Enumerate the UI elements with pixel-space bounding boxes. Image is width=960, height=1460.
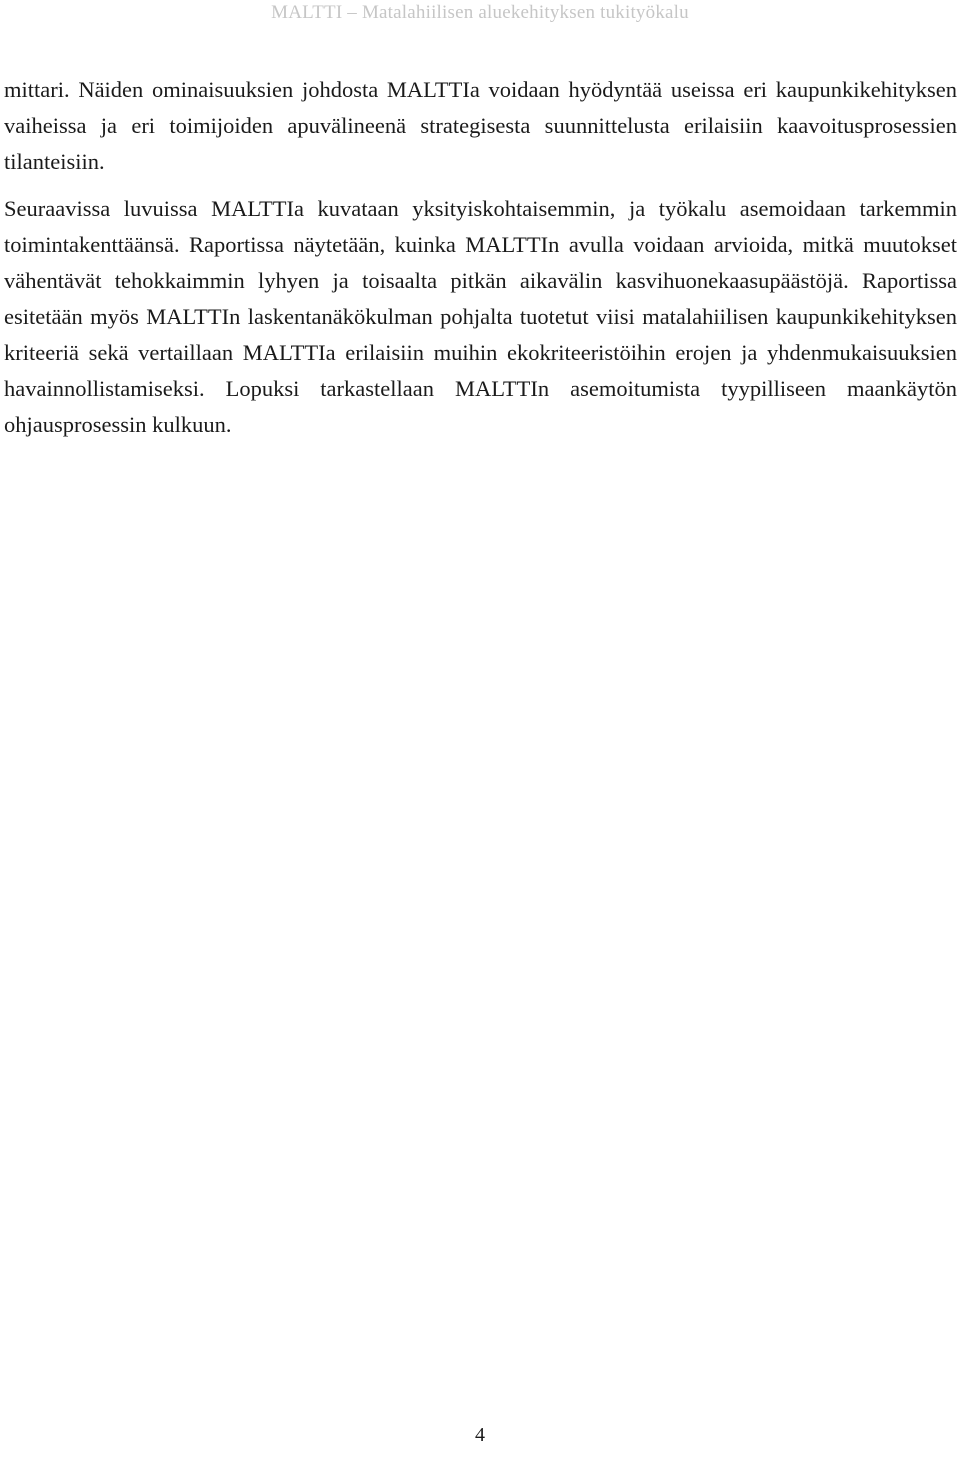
paragraph-1: mittari. Näiden ominaisuuksien johdosta MALTTIa voidaan hyödyntää useissa eri kaupunkikehityksen vaiheissa ja eri toimijoiden apuvälineenä strategisesta suunnittelusta erilaisiin kaavoitusprosessien tilanteisiin. <box>4 77 957 174</box>
running-header: MALTTI – Matalahiilisen aluekehityksen tukityökalu <box>271 2 689 23</box>
body-text <box>4 72 957 443</box>
paragraph-2: Seuraavissa luvuissa MALTTIa kuvataan yksityiskohtaisemmin, ja työkalu asemoidaan tarkemmin toimintakenttäänsä. Raportissa näytetään, kuinka MALTTIn avulla voidaan arvioida, mitkä muutokset vähentävät tehokkaimmin lyhyen ja toisaalta pitkän aikavälin kasvihuonekaasupäästöjä. Raportissa esitetään myös MALTTIn laskentanäkökulman pohjalta tuotetut viisi matalahiilisen kaupunkikehityksen kriteeriä sekä vertaillaan MALTTIa erilaisiin muihin ekokriteeristöihin erojen ja yhdenmukaisuuksien havainnollistamiseksi. Lopuksi tarkastellaan MALTTIn asemoitumista tyypilliseen maankäytön ohjausprosessin kulkuun. <box>4 196 957 437</box>
page-number: 4 <box>475 1424 485 1446</box>
